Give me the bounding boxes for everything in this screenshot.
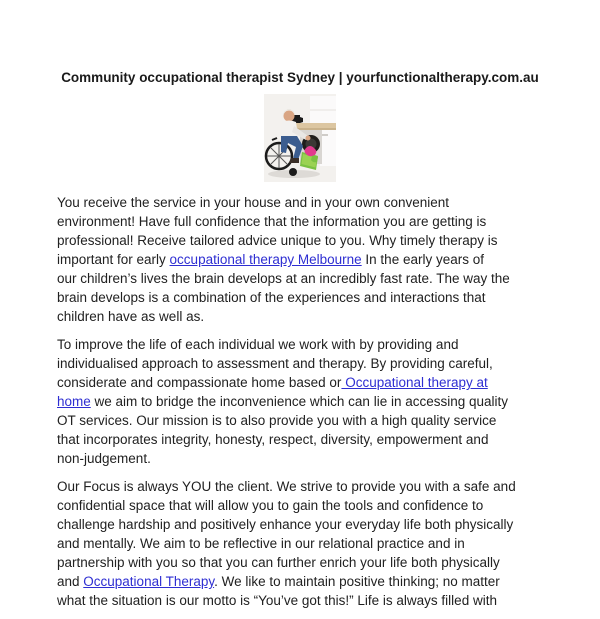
text-line [57,269,562,288]
text-line [57,307,562,326]
text-run: what the situation is our motto is “You’ve got this!” Life is always filled with [57,593,497,608]
text-run: important for early [57,252,170,267]
text-line [57,534,562,553]
text-run: confidential space that will allow you to gain the tools and confidence to [57,498,484,513]
inline-hyperlink[interactable]: Occupational therapy at [341,375,488,390]
text-run: individualised approach to assessment and therapy. By providing careful, [57,356,493,371]
text-line [57,477,562,496]
text-line [57,335,562,354]
text-run: OT services. Our mission is to also provide you with a high quality service [57,413,497,428]
text-run: To improve the life of each individual we work with by providing and [57,337,459,352]
text-run: our children’s lives the brain develops at an incredibly fast rate. The way the [57,271,510,286]
text-line [57,212,562,231]
text-line [57,288,562,307]
text-run: In the early years of [361,252,484,267]
text-run: brain develops is a combination of the experiences and interactions that [57,290,486,305]
page-title: Community occupational therapist Sydney | yourfunctionaltherapy.com.au [61,70,539,85]
document-body [57,193,562,619]
text-run: non-judgement. [57,451,151,466]
text-run: we aim to bridge the inconvenience which can lie in accessing quality [90,394,509,409]
text-line [57,591,562,610]
text-run: environment! Have full confidence that the information you are getting is [57,214,487,229]
text-run: . We like to maintain positive thinking; no matter [214,574,500,589]
paragraph-1 [57,193,562,326]
text-line [57,572,562,591]
text-line [57,392,562,411]
inline-hyperlink[interactable]: occupational therapy Melbourne [169,252,362,267]
text-line [57,354,562,373]
text-run: You receive the service in your house and in your own convenient [57,195,449,210]
text-run: that incorporates integrity, honesty, respect, diversity, empowerment and [57,432,489,447]
therapist-photo [264,94,336,182]
text-line [57,496,562,515]
text-run: Our Focus is always YOU the client. We strive to provide you with a safe and [57,479,516,494]
text-line [57,250,562,269]
text-line [57,373,562,392]
text-line [57,411,562,430]
text-run: and mentally. We aim to be reflective in our relational practice and in [57,536,465,551]
text-line [57,231,562,250]
text-line [57,193,562,212]
text-run: partnership with you so that you can further enrich your life both physically [57,555,500,570]
text-line [57,449,562,468]
therapist-photo-image [264,94,336,182]
text-run: and [57,574,84,589]
text-line [57,430,562,449]
paragraph-2 [57,335,562,468]
text-line [57,515,562,534]
inline-hyperlink[interactable]: Occupational Therapy [83,574,215,589]
text-line [57,553,562,572]
paragraph-3 [57,477,562,610]
text-run: children have as well as. [57,309,205,324]
text-run: considerate and compassionate home based or [57,375,342,390]
text-run: professional! Receive tailored advice unique to you. Why timely therapy is [57,233,498,248]
inline-hyperlink[interactable]: home [57,394,91,409]
text-run: challenge hardship and positively enhance your everyday life both physically [57,517,514,532]
